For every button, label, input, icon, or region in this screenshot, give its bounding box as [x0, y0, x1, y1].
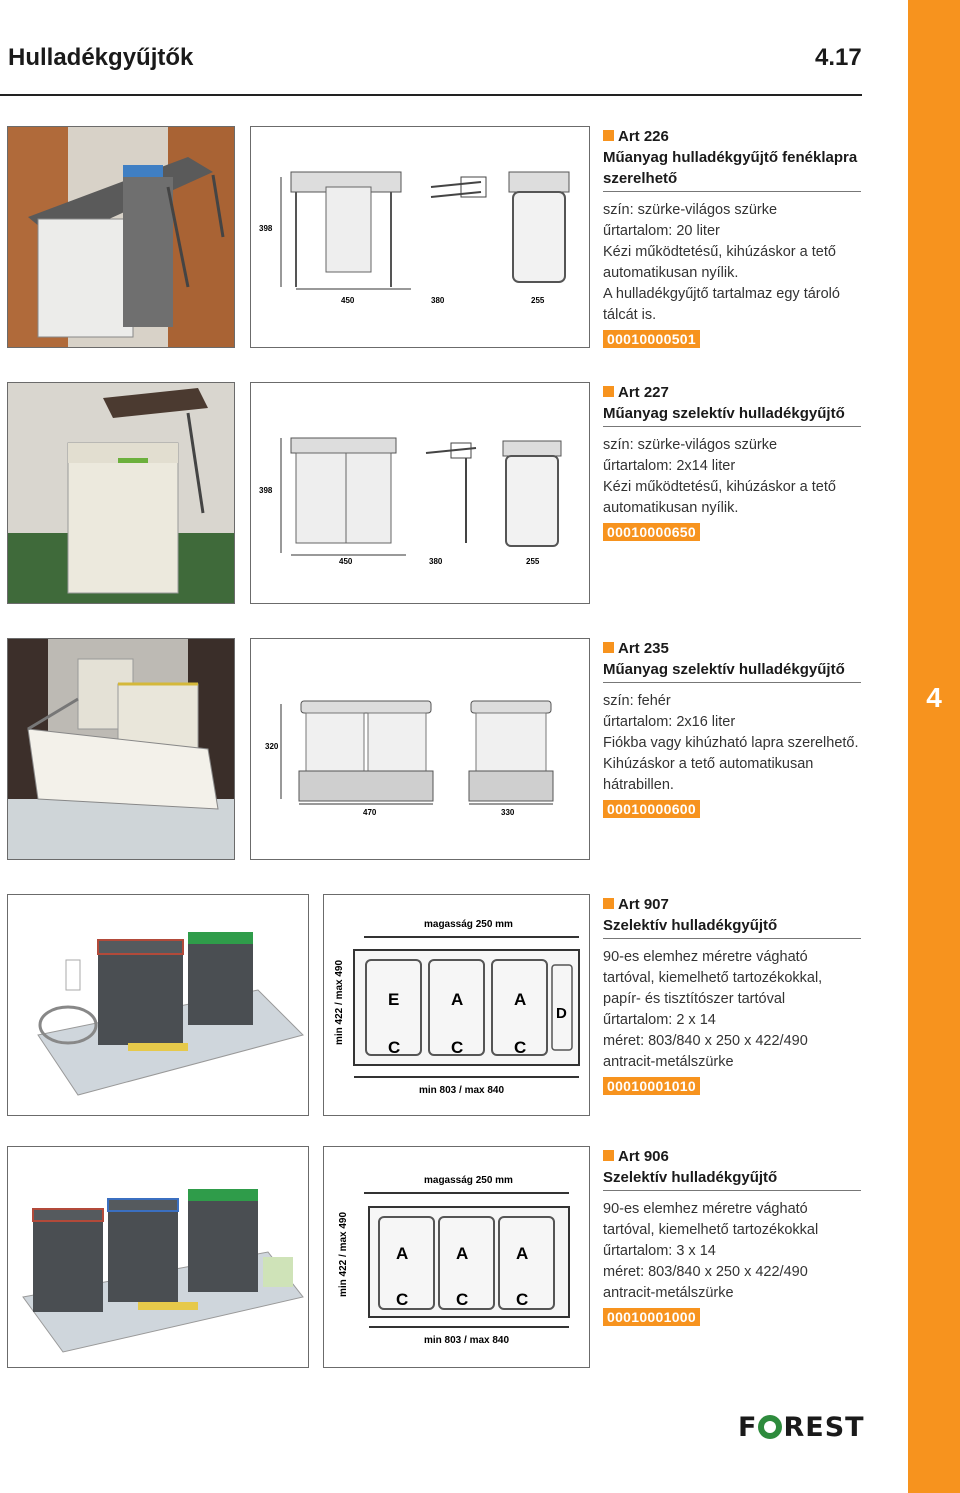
product-info-art-235: [603, 638, 861, 819]
spec-line: Fiókba vagy kihúzható lapra szerelhető.: [603, 735, 859, 751]
spec-line: 90-es elemhez méretre vágható tartóval, kiemelhető tartozékokkal, papír- és tisztítószer tartóval: [603, 949, 823, 1007]
dim-height: 320: [265, 742, 279, 751]
spec-line: A hulladékgyűjtő tartalmaz egy tároló tálcát is.: [603, 286, 840, 323]
product-photo-art-235: [7, 638, 235, 860]
product-photo-art-907: [7, 894, 309, 1116]
compartment-letter: A: [451, 990, 464, 1009]
product-code-badge: 00010000501: [603, 330, 700, 348]
compartment-letter: A: [514, 990, 527, 1009]
product-code-badge: 00010001000: [603, 1308, 700, 1326]
spec-line: antracit-metálszürke: [603, 1285, 734, 1301]
product-art-number: Art 906: [603, 1146, 861, 1167]
product-name: Műanyag szelektív hulladékgyűjtő: [603, 403, 861, 427]
width-label: min 803 / max 840: [424, 1335, 510, 1346]
chapter-tab-number[interactable]: 4: [926, 682, 942, 713]
forest-logo: F REST: [738, 1412, 865, 1443]
compartment-letter: D: [556, 1005, 567, 1022]
dim-depth: 330: [501, 808, 515, 817]
spec-line: 90-es elemhez méretre vágható tartóval, kiemelhető tartozékokkal: [603, 1201, 819, 1238]
technical-drawing-art-235: [250, 638, 590, 860]
product-name: Szelektív hulladékgyűjtő: [603, 1167, 861, 1191]
spec-line: űrtartalom: 3 x 14: [603, 1243, 716, 1259]
compartment-letter: C: [516, 1290, 529, 1309]
spec-line: szín: szürke-világos szürke: [603, 202, 778, 218]
page-number: 4.17: [815, 44, 862, 71]
compartment-letter: C: [396, 1290, 409, 1309]
bullet-square-icon: [603, 1150, 614, 1161]
product-code-badge: 00010000600: [603, 800, 700, 818]
product-code-badge: 00010000650: [603, 523, 700, 541]
spec-line: Kézi működtetésű, kihúzáskor a tető automatikusan nyílik.: [603, 244, 836, 281]
spec-line: űrtartalom: 2x16 liter: [603, 714, 736, 730]
spec-line: űrtartalom: 20 liter: [603, 223, 720, 239]
product-art-number: Art 235: [603, 638, 861, 659]
compartment-letter: A: [456, 1244, 469, 1263]
product-photo-art-906: [7, 1146, 309, 1368]
dim-width: 470: [363, 808, 377, 817]
header-rule: [0, 94, 862, 96]
height-label: magasság 250 mm: [424, 1175, 513, 1186]
product-info-art-226: [603, 126, 861, 349]
dim-height: 398: [259, 486, 273, 495]
product-photo-art-226: [7, 126, 235, 348]
product-info-art-907: [603, 894, 861, 1096]
product-info-art-227: [603, 382, 861, 542]
spec-line: Kihúzáskor a tető automatikusan hátrabillen.: [603, 756, 814, 793]
product-code-badge: 00010001010: [603, 1077, 700, 1095]
height-label: magasság 250 mm: [424, 919, 513, 930]
spec-line: szín: szürke-világos szürke: [603, 437, 778, 453]
spec-line: szín: fehér: [603, 693, 671, 709]
dim-height: 398: [259, 224, 273, 233]
product-name: Műanyag szelektív hulladékgyűjtő: [603, 659, 861, 683]
bullet-square-icon: [603, 642, 614, 653]
dim-rail: 380: [431, 296, 445, 305]
bullet-square-icon: [603, 898, 614, 909]
product-art-number: Art 226: [603, 126, 861, 147]
side-label: min 422 / max 490: [334, 959, 345, 1045]
dim-width: 255: [526, 557, 540, 566]
spec-line: űrtartalom: 2x14 liter: [603, 458, 736, 474]
technical-drawing-art-906: [323, 1146, 590, 1368]
width-label: min 803 / max 840: [419, 1085, 505, 1096]
product-art-number: Art 907: [603, 894, 861, 915]
dim-rail: 380: [429, 557, 443, 566]
page-title: Hulladékgyűjtők: [8, 44, 194, 71]
product-name: Szelektív hulladékgyűjtő: [603, 915, 861, 939]
product-info-art-906: [603, 1146, 861, 1327]
technical-drawing-art-907: [323, 894, 590, 1116]
spec-line: méret: 803/840 x 250 x 422/490: [603, 1264, 808, 1280]
bullet-square-icon: [603, 130, 614, 141]
technical-drawing-art-226: [250, 126, 590, 348]
compartment-letter: C: [388, 1038, 401, 1057]
spec-line: Kézi működtetésű, kihúzáskor a tető automatikusan nyílik.: [603, 479, 836, 516]
dim-depth: 450: [339, 557, 353, 566]
dim-depth: 450: [341, 296, 355, 305]
compartment-letter: C: [456, 1290, 469, 1309]
product-art-number: Art 227: [603, 382, 861, 403]
product-name: Műanyag hulladékgyűjtő fenéklapra szerelhető: [603, 147, 861, 192]
compartment-letter: A: [516, 1244, 529, 1263]
chapter-sidebar: [908, 0, 960, 1493]
side-label: min 422 / max 490: [338, 1211, 349, 1297]
compartment-letter: E: [388, 990, 400, 1009]
bullet-square-icon: [603, 386, 614, 397]
dim-width: 255: [531, 296, 545, 305]
logo-ring-icon: [758, 1415, 782, 1439]
spec-line: antracit-metálszürke: [603, 1054, 734, 1070]
technical-drawing-art-227: [250, 382, 590, 604]
compartment-letter: C: [514, 1038, 527, 1057]
spec-line: méret: 803/840 x 250 x 422/490: [603, 1033, 808, 1049]
product-photo-art-227: [7, 382, 235, 604]
compartment-letter: A: [396, 1244, 409, 1263]
compartment-letter: C: [451, 1038, 464, 1057]
spec-line: űrtartalom: 2 x 14: [603, 1012, 716, 1028]
